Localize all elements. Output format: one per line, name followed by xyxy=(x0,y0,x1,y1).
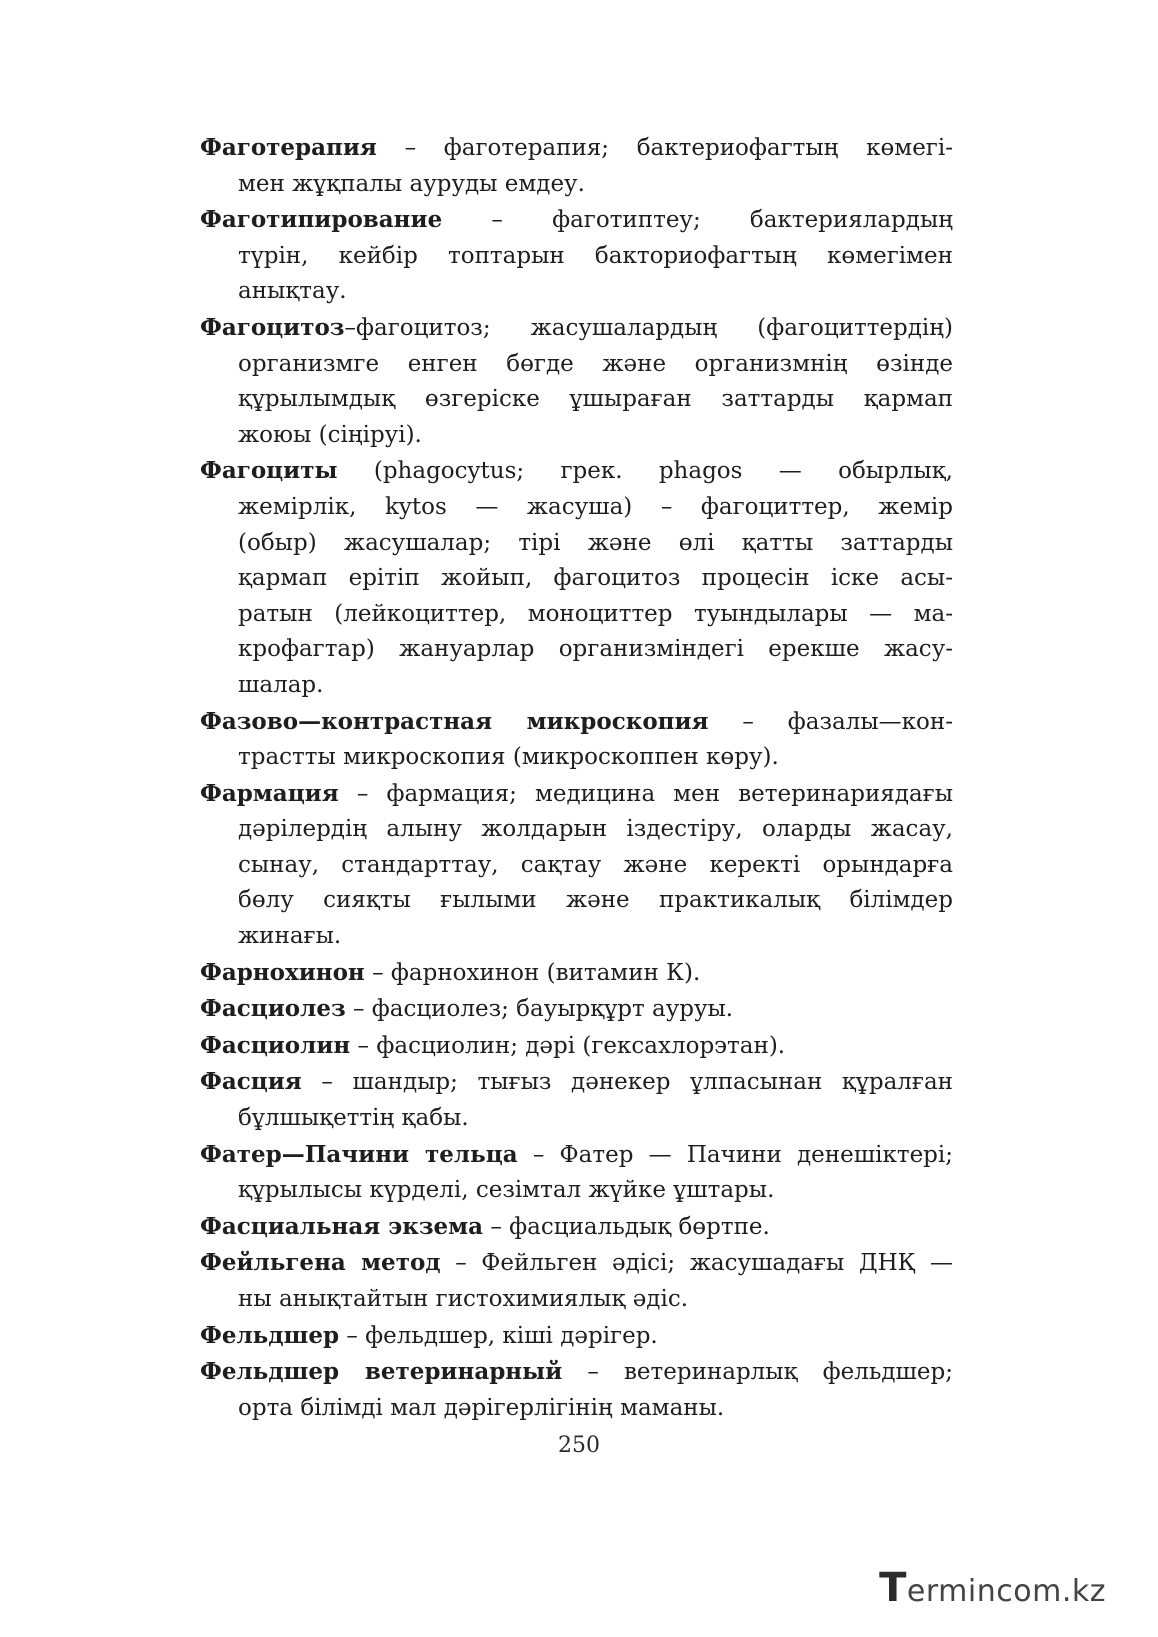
entry-first-line xyxy=(200,704,953,741)
entry-term: Фасция xyxy=(200,1068,302,1096)
entry-first-line xyxy=(200,991,953,1028)
entry-line: жоюы (сіңіруі). xyxy=(238,421,422,448)
entry-definition: – фарнохинон (витамин К). xyxy=(364,959,701,986)
entry-term: Фасциолез xyxy=(200,995,346,1023)
dictionary-entry xyxy=(200,991,953,1028)
entry-definition: – шандыр; тығыз дәнекер ұлпасынан құралған xyxy=(301,1069,953,1096)
entry-first-line xyxy=(200,1064,953,1101)
entry-line: қармап ерітіп жойып, фагоцитоз процесін іске асы- xyxy=(238,565,953,592)
entry-definition: – Фейльген әдісі; жасушадағы ДНҚ — xyxy=(440,1250,953,1277)
entry-line: құрылысы күрделі, сезімтал жүйке ұштары. xyxy=(238,1177,775,1204)
dictionary-entry xyxy=(200,776,953,955)
dictionary-entry xyxy=(200,704,953,776)
entry-definition: – ветеринарлық фельдшер; xyxy=(562,1359,953,1386)
entry-line: дәрілердің алыну жолдарын іздестіру, оларды жасау, xyxy=(238,816,953,843)
entry-line: трастты микроскопия (микроскоппен көру). xyxy=(238,744,779,771)
entry-term: Фасциальная экзема xyxy=(200,1212,484,1240)
entry-definition: – фасциолез; бауырқұрт ауруы. xyxy=(345,996,734,1023)
entry-line: крофагтар) жануарлар организміндегі ерекше жасу- xyxy=(238,636,953,663)
dictionary-entry xyxy=(200,1245,953,1317)
entry-first-line xyxy=(200,1137,953,1174)
entry-first-line xyxy=(200,776,953,813)
entry-definition: –фагоцитоз; жасушалардың (фагоциттердің) xyxy=(344,314,953,341)
entry-term: Фарнохинон xyxy=(200,958,365,986)
entry-term: Фагоциты xyxy=(200,457,338,485)
entry-definition: – фельдшер, кіші дәрігер. xyxy=(339,1322,658,1349)
entry-line: құрылымдық өзгеріске ұшыраған заттарды қармап xyxy=(238,386,953,413)
entry-first-line xyxy=(200,955,953,992)
site-watermark-logo: Termincom.kz xyxy=(879,1565,1106,1611)
entry-line: жинағы. xyxy=(238,923,342,950)
entry-term: Фагоцитоз xyxy=(200,313,345,341)
dictionary-entry xyxy=(200,130,953,202)
entry-line: түрін, кейбір топтарын бакториофагтың көмегімен xyxy=(238,242,953,269)
entry-term: Фасциолин xyxy=(200,1031,351,1059)
entry-first-line xyxy=(200,1028,953,1065)
dictionary-entry xyxy=(200,1137,953,1209)
entry-first-line xyxy=(200,1245,953,1282)
entry-definition: – фармация; медицина мен ветеринариядағы xyxy=(338,780,953,807)
entry-definition: – фазалы—кон- xyxy=(708,708,953,735)
dictionary-entry xyxy=(200,1318,953,1355)
entry-first-line xyxy=(200,130,953,167)
entry-first-line xyxy=(200,1354,953,1391)
dictionary-entry xyxy=(200,1354,953,1426)
entry-line: (обыр) жасушалар; тірі және өлі қатты заттарды xyxy=(238,529,953,556)
entry-first-line xyxy=(200,1209,953,1246)
entry-first-line xyxy=(200,202,953,239)
entry-term: Фейльгена метод xyxy=(200,1249,441,1277)
entry-line: анықтау. xyxy=(238,278,347,305)
dictionary-entry xyxy=(200,310,953,453)
entry-line: организмге енген бөгде және организмнің өзінде xyxy=(238,350,953,377)
entry-line: жемірлік, kytos — жасуша) – фагоциттер, жемір xyxy=(238,493,953,520)
entry-term: Фельдшер ветеринарный xyxy=(200,1358,563,1386)
entry-line: орта білімді мал дәрігерлігінің маманы. xyxy=(238,1394,725,1421)
entry-line: сынау, стандарттау, сақтау және керекті орындарға xyxy=(238,851,953,878)
entry-definition: – фасциальдық бөртпе. xyxy=(483,1213,770,1240)
dictionary-entry xyxy=(200,202,953,310)
entry-definition: – фаготерапия; бактериофагтың көмегі- xyxy=(376,135,953,161)
entry-term: Фаготерапия xyxy=(200,134,377,161)
dictionary-text-block xyxy=(200,130,953,1426)
entry-first-line xyxy=(200,310,953,347)
entry-line: ратын (лейкоциттер, моноциттер туындылары — ма- xyxy=(238,600,953,627)
dictionary-entry xyxy=(200,955,953,992)
entry-definition: – Фатер — Пачини денешіктері; xyxy=(517,1141,954,1168)
entry-definition: – фасциолин; дәрі (гексахлорэтан). xyxy=(350,1032,786,1059)
entry-term: Фармация xyxy=(200,779,339,807)
entry-first-line xyxy=(200,1318,953,1355)
entry-term: Фазово—контрастная микроскопия xyxy=(200,707,709,735)
entry-line: бөлу сияқты ғылыми және практикалық білімдер xyxy=(238,887,953,914)
dictionary-entry xyxy=(200,453,953,703)
entry-definition: – фаготиптеу; бактериялардың xyxy=(442,207,953,234)
entry-line: мен жұқпалы ауруды емдеу. xyxy=(238,170,585,197)
page-number: 250 xyxy=(558,1433,600,1458)
dictionary-entry xyxy=(200,1028,953,1065)
dictionary-entry xyxy=(200,1064,953,1136)
entry-term: Фаготипирование xyxy=(200,206,443,234)
entry-term: Фельдшер xyxy=(200,1321,340,1349)
entry-first-line xyxy=(200,453,953,490)
entry-line: ны анықтайтын гистохимиялық әдіс. xyxy=(238,1286,689,1312)
dictionary-entry xyxy=(200,1209,953,1246)
entry-line: бұлшықеттің қабы. xyxy=(238,1105,469,1132)
entry-term: Фатер—Пачини тельца xyxy=(200,1140,518,1168)
entry-line: шалар. xyxy=(238,671,324,698)
entry-definition: (phagocytus; грек. phagos — обырлық, xyxy=(337,458,953,485)
